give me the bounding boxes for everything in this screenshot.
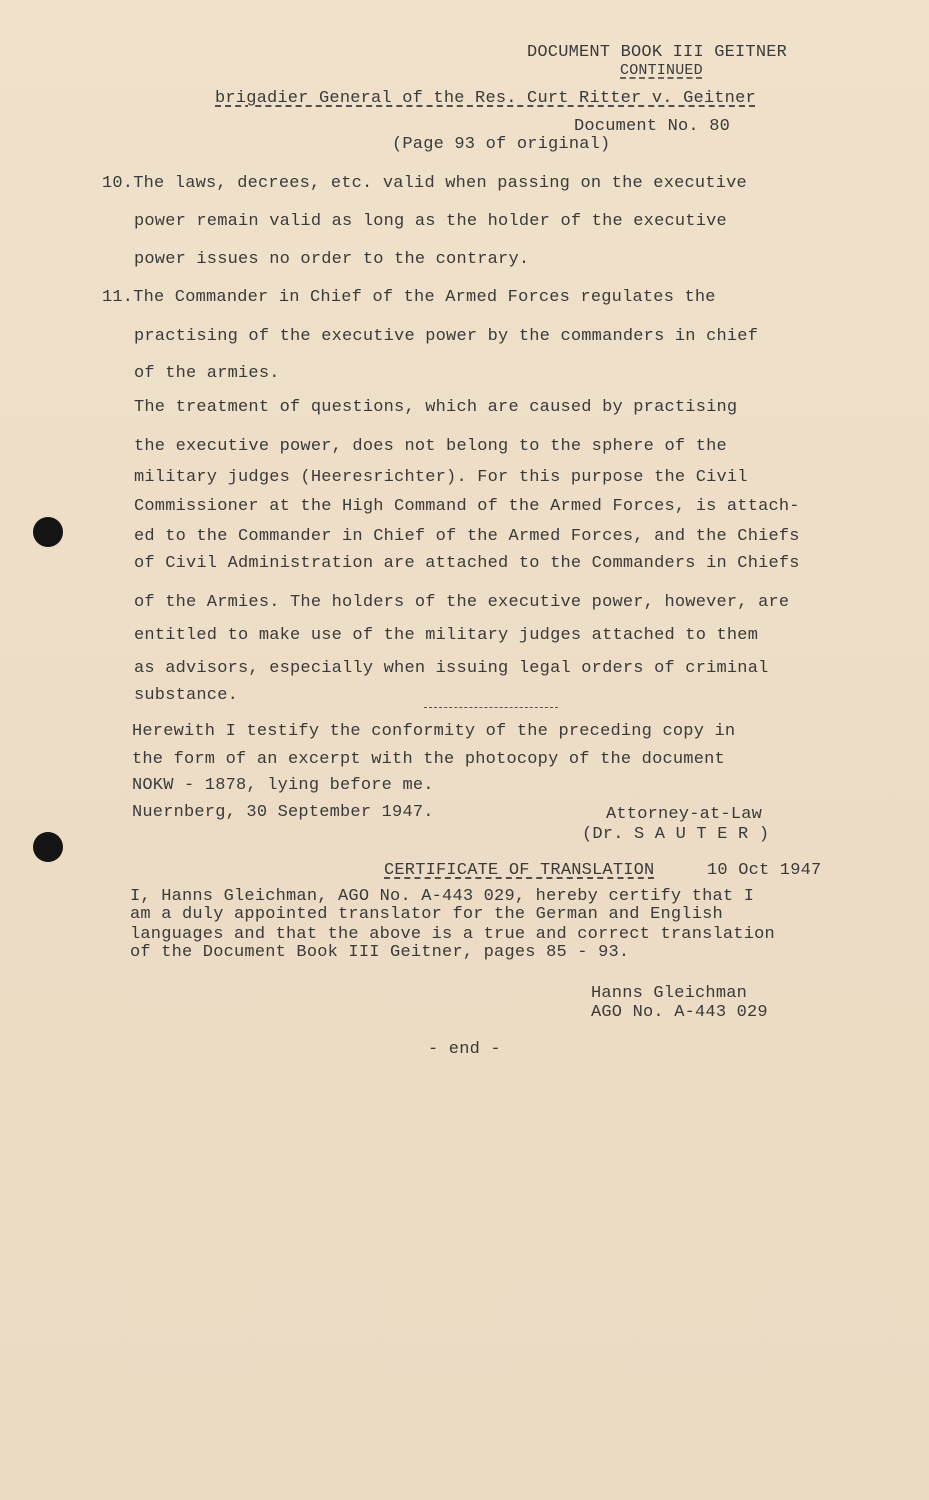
- certificate-line: languages and that the above is a true and correct translation: [130, 925, 775, 944]
- body-line: military judges (Heeresrichter). For this purpose the Civil: [134, 468, 748, 487]
- body-line: of Civil Administration are attached to the Commanders in Chiefs: [134, 554, 800, 573]
- body-line: 10.The laws, decrees, etc. valid when passing on the executive: [102, 174, 747, 193]
- body-line: the executive power, does not belong to the sphere of the: [134, 437, 727, 456]
- certificate-line: am a duly appointed translator for the German and English: [130, 905, 723, 924]
- attestation-place-date: Nuernberg, 30 September 1947.: [132, 803, 434, 822]
- header-continued: CONTINUED: [620, 62, 703, 79]
- attestation-signer-title: Attorney-at-Law: [606, 805, 763, 824]
- body-line: power issues no order to the contrary.: [134, 250, 530, 269]
- punch-hole: [33, 517, 63, 547]
- certificate-line: of the Document Book III Geitner, pages 85 - 93.: [130, 943, 630, 962]
- certificate-line: I, Hanns Gleichman, AGO No. A-443 029, hereby certify that I: [130, 887, 755, 906]
- body-line: Commissioner at the High Command of the Armed Forces, is attach-: [134, 497, 800, 516]
- punch-hole: [33, 832, 63, 862]
- body-line: The treatment of questions, which are caused by practising: [134, 398, 738, 417]
- section-divider: [424, 707, 558, 708]
- header-document-number: Document No. 80: [574, 117, 731, 136]
- body-line: as advisors, especially when issuing legal orders of criminal: [134, 659, 769, 678]
- certificate-signer-name: Hanns Gleichman: [591, 984, 748, 1003]
- body-line: ed to the Commander in Chief of the Armed Forces, and the Chiefs: [134, 527, 800, 546]
- body-line: power remain valid as long as the holder of the executive: [134, 212, 727, 231]
- body-line: substance.: [134, 686, 239, 705]
- attestation-line: the form of an excerpt with the photocopy of the document: [132, 750, 725, 769]
- body-line: of the armies.: [134, 364, 280, 383]
- attestation-signer-name: (Dr. S A U T E R ): [582, 825, 770, 844]
- header-page-reference: (Page 93 of original): [392, 135, 611, 154]
- body-line: 11.The Commander in Chief of the Armed Forces regulates the: [102, 288, 716, 307]
- attestation-line: NOKW - 1878, lying before me.: [132, 776, 434, 795]
- document-end-marker: - end -: [428, 1040, 501, 1059]
- certificate-title: CERTIFICATE OF TRANSLATION: [384, 861, 655, 880]
- certificate-signer-ago: AGO No. A-443 029: [591, 1003, 768, 1022]
- attestation-line: Herewith I testify the conformity of the preceding copy in: [132, 722, 736, 741]
- header-subject: brigadier General of the Res. Curt Ritter v. Geitner: [215, 89, 756, 108]
- certificate-date: 10 Oct 1947: [707, 861, 822, 880]
- header-book-title: DOCUMENT BOOK III GEITNER: [527, 43, 788, 62]
- body-line: practising of the executive power by the commanders in chief: [134, 327, 759, 346]
- body-line: of the Armies. The holders of the executive power, however, are: [134, 593, 790, 612]
- body-line: entitled to make use of the military judges attached to them: [134, 626, 759, 645]
